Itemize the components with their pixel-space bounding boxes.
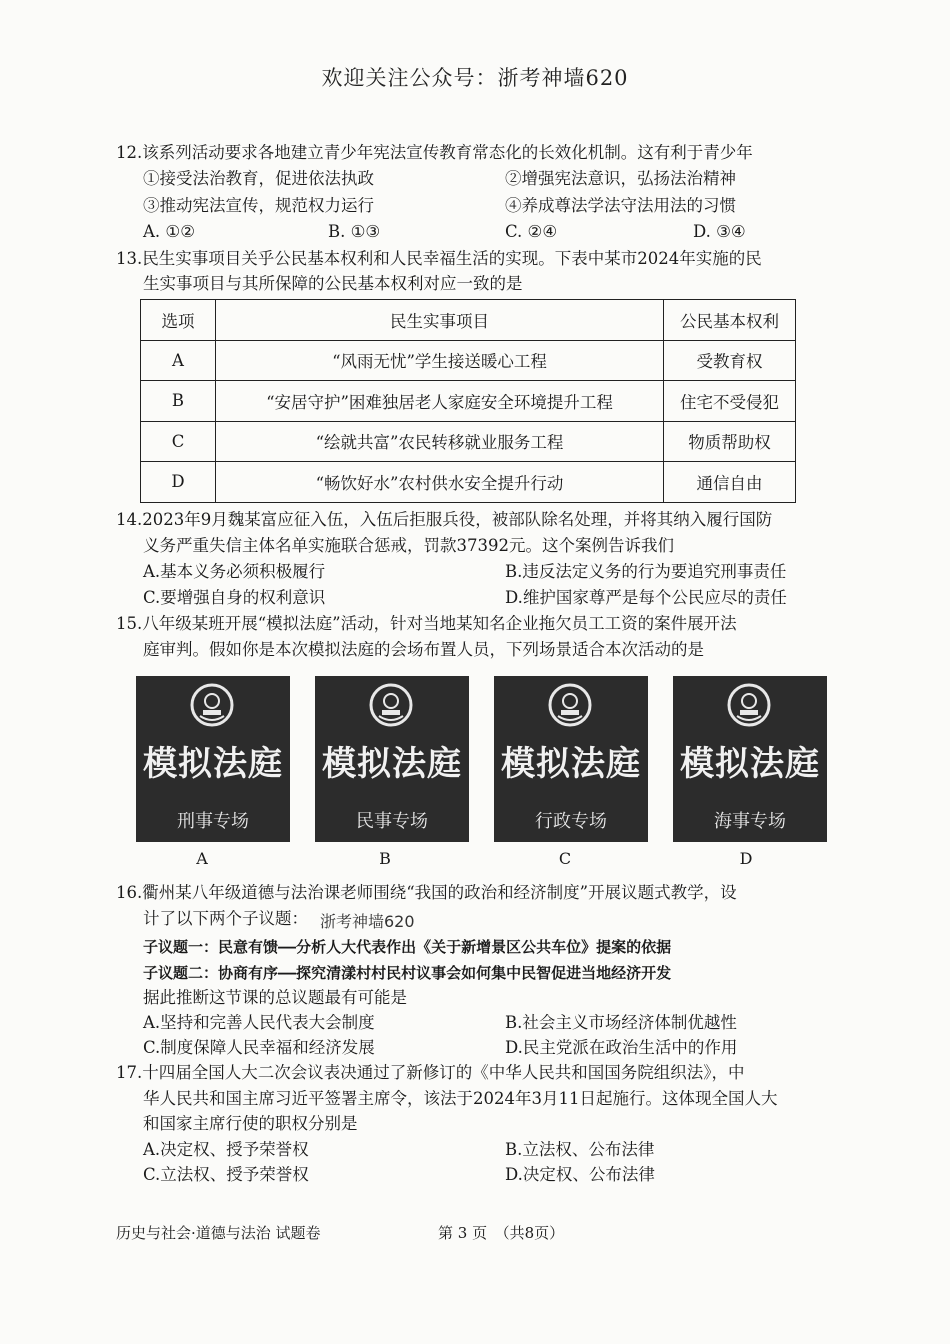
option-d: D.维护国家尊严是每个公民应尽的责任 bbox=[505, 588, 787, 607]
footer-page-number: 第 3 页 （共8页） bbox=[438, 1224, 565, 1242]
option-c: C. ②④ bbox=[505, 222, 558, 241]
court-title: 模拟法庭 bbox=[501, 744, 641, 784]
national-emblem-icon bbox=[547, 682, 593, 728]
national-emblem-icon bbox=[368, 682, 414, 728]
question-stem: 12.该系列活动要求各地建立青少年宪法宣传教育常态化的长效化机制。这有利于青少年 bbox=[116, 143, 753, 162]
option-b: B. ①③ bbox=[328, 222, 381, 241]
table-cell: A bbox=[141, 340, 216, 381]
table-cell: 受教育权 bbox=[664, 340, 796, 381]
table-cell: D bbox=[141, 462, 216, 503]
table-cell: 通信自由 bbox=[664, 462, 796, 503]
table-row bbox=[141, 462, 796, 503]
sub-topic-1: 子议题一：民意有馈——分析人大代表作出《关于新增景区公共车位》提案的依据 bbox=[143, 938, 672, 956]
footer-subject: 历史与社会·道德与法治 试题卷 bbox=[116, 1224, 321, 1242]
sub-topic-2: 子议题二：协商有序——探究清漾村村民村议事会如何集中民智促进当地经济开发 bbox=[143, 964, 672, 982]
question-stem: 13.民生实事项目关乎公民基本权利和人民幸福生活的实现。下表中某市2024年实施的民 bbox=[116, 249, 762, 268]
option-a: A.基本义务必须积极履行 bbox=[143, 562, 326, 581]
table-header: 选项 bbox=[141, 300, 216, 341]
national-emblem-icon bbox=[189, 682, 235, 728]
option-d: D. ③④ bbox=[693, 222, 746, 241]
option-d: D.民主党派在政治生活中的作用 bbox=[505, 1038, 738, 1057]
table-cell: “畅饮好水”农村供水安全提升行动 bbox=[216, 462, 664, 503]
option-b: B.违反法定义务的行为要追究刑事责任 bbox=[505, 562, 787, 581]
question-stem-cont: 庭审判。假如你是本次模拟法庭的会场布置人员，下列场景适合本次活动的是 bbox=[143, 640, 704, 659]
court-image-a bbox=[136, 676, 290, 842]
option-c: C.要增强自身的权利意识 bbox=[143, 588, 326, 607]
court-image-d bbox=[673, 676, 827, 842]
table-row bbox=[141, 340, 796, 381]
watermark: 浙考神墙620 bbox=[320, 912, 415, 931]
question-stem: 15.八年级某班开展“模拟法庭”活动，针对当地某知名企业拖欠员工工资的案件展开法 bbox=[116, 614, 737, 633]
court-image-b bbox=[315, 676, 469, 842]
question-stem-cont: 据此推断这节课的总议题最有可能是 bbox=[143, 988, 407, 1007]
question-stem-cont: 生实事项目与其所保障的公民基本权利对应一致的是 bbox=[143, 274, 523, 293]
table-header: 民生实事项目 bbox=[216, 300, 664, 341]
question-stem-cont: 和国家主席行使的职权分别是 bbox=[143, 1114, 358, 1133]
table-row bbox=[141, 381, 796, 422]
court-image-c bbox=[494, 676, 648, 842]
table-cell: “安居守护”困难独居老人家庭安全环境提升工程 bbox=[216, 381, 664, 422]
table-header: 公民基本权利 bbox=[664, 300, 796, 341]
page-header: 欢迎关注公众号：浙考神墙620 bbox=[321, 66, 629, 90]
court-title: 模拟法庭 bbox=[322, 744, 462, 784]
image-label-b: B bbox=[379, 849, 391, 868]
table-cell: C bbox=[141, 421, 216, 462]
image-label-d: D bbox=[739, 849, 753, 868]
table-cell: 物质帮助权 bbox=[664, 421, 796, 462]
court-subtitle: 民事专场 bbox=[356, 811, 428, 832]
table-row bbox=[141, 421, 796, 462]
image-label-c: C bbox=[558, 849, 572, 868]
court-title: 模拟法庭 bbox=[680, 744, 820, 784]
option-a: A.决定权、授予荣誉权 bbox=[143, 1140, 309, 1159]
option-d: D.决定权、公布法律 bbox=[505, 1165, 655, 1184]
table-cell: B bbox=[141, 381, 216, 422]
question-stem-cont: 计了以下两个子议题： bbox=[143, 909, 308, 928]
option-a: A. ①② bbox=[143, 222, 195, 241]
option-a: A.坚持和完善人民代表大会制度 bbox=[143, 1013, 375, 1032]
table-cell: “绘就共富”农民转移就业服务工程 bbox=[216, 421, 664, 462]
table-header-row bbox=[141, 300, 796, 341]
option-b: B.立法权、公布法律 bbox=[505, 1140, 655, 1159]
statement: ②增强宪法意识，弘扬法治精神 bbox=[505, 169, 736, 188]
image-label-a: A bbox=[196, 849, 208, 868]
question-stem: 17.十四届全国人大二次会议表决通过了新修订的《中华人民共和国国务院组织法》，中 bbox=[116, 1063, 745, 1082]
table-cell: “风雨无忧”学生接送暖心工程 bbox=[216, 340, 664, 381]
option-b: B.社会主义市场经济体制优越性 bbox=[505, 1013, 737, 1032]
statement: ③推动宪法宣传，规范权力运行 bbox=[143, 196, 374, 215]
option-c: C.立法权、授予荣誉权 bbox=[143, 1165, 309, 1184]
question-stem: 16.衢州某八年级道德与法治课老师围绕“我国的政治和经济制度”开展议题式教学，设 bbox=[116, 883, 737, 902]
option-c: C.制度保障人民幸福和经济发展 bbox=[143, 1038, 375, 1057]
table-cell: 住宅不受侵犯 bbox=[664, 381, 796, 422]
statement: ④养成尊法学法守法用法的习惯 bbox=[505, 196, 736, 215]
question-stem: 14.2023年9月魏某富应征入伍，入伍后拒服兵役，被部队除名处理，并将其纳入履行国防 bbox=[116, 510, 773, 529]
national-emblem-icon bbox=[726, 682, 772, 728]
court-subtitle: 海事专场 bbox=[714, 811, 786, 832]
court-title: 模拟法庭 bbox=[143, 744, 283, 784]
statement: ①接受法治教育，促进依法执政 bbox=[143, 169, 374, 188]
question-stem-cont: 华人民共和国主席习近平签署主席令，该法于2024年3月11日起施行。这体现全国人大 bbox=[143, 1089, 778, 1108]
court-subtitle: 行政专场 bbox=[535, 811, 607, 832]
question-stem-cont: 义务严重失信主体名单实施联合惩戒，罚款37392元。这个案例告诉我们 bbox=[143, 536, 674, 555]
rights-table bbox=[140, 299, 796, 503]
court-subtitle: 刑事专场 bbox=[177, 811, 249, 832]
